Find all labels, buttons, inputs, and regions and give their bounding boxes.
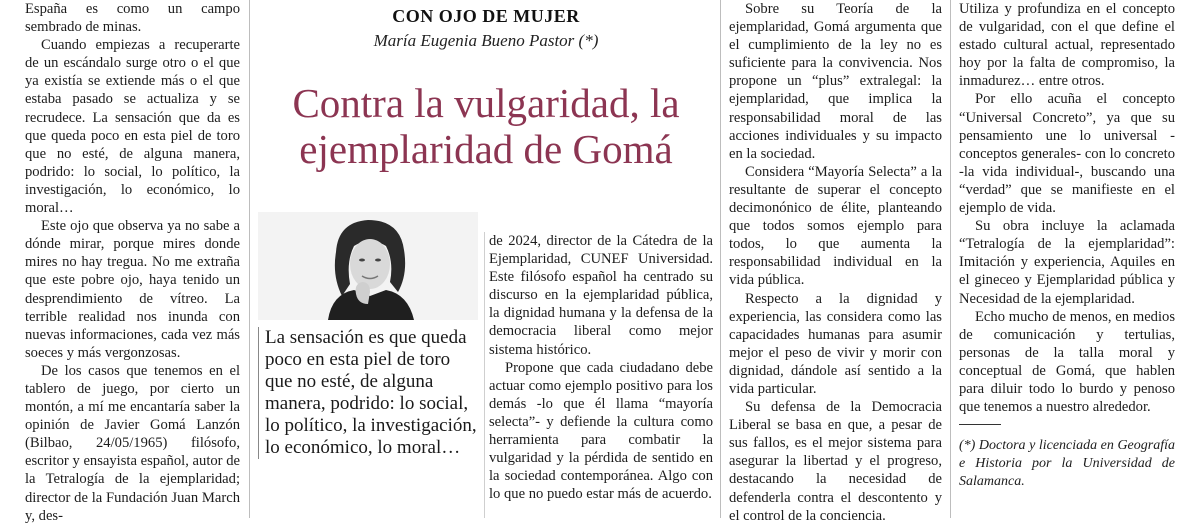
paragraph: de 2024, director de la Cátedra de la Ejemplaridad, CUNEF Universidad. Este filósofo español ha centrado su discurso en la ejemplaridad pública, la dignidad humana y la defensa de la democracia liberal como mejor sistema histórico.	[489, 233, 713, 358]
paragraph: Echo mucho de menos, en medios de comunicación y tertulias, personas de la talla moral y conceptual de Gomá, que hablen para diluir todo lo burdo y penoso que tenemos a nuestro alrededor.	[959, 308, 1175, 416]
footnote: (*) Doctora y licenciada en Geografía e Historia por la Universidad de Salamanca.	[959, 438, 1175, 489]
footnote-divider	[959, 424, 1001, 425]
column-rule	[950, 0, 951, 518]
pull-quote	[258, 327, 479, 459]
section-header	[258, 6, 714, 51]
author-photo	[258, 212, 478, 320]
article-column-5	[959, 0, 1175, 416]
paragraph: De los casos que tenemos en el tablero de juego, por cierto un montón, a mí me encantaría saber la opinión de Javier Gomá Lanzón (Bilbao, 24/05/1965) filósofo, escritor y ensayista español, autor de la Tetralogía de la ejemplaridad; director de la Fundación Juan March y, des-	[25, 362, 240, 524]
section-name: CON OJO DE MUJER	[392, 6, 580, 26]
column-rule	[484, 232, 485, 518]
pull-quote-text: La sensación es que queda poco en esta piel de toro que no esté, de alguna manera, podrido: lo social, lo político, la investigación, lo económico, lo moral…	[265, 327, 477, 458]
column-rule	[720, 0, 721, 518]
article-column-3	[489, 232, 713, 503]
column-rule	[249, 0, 250, 518]
paragraph: Propone que cada ciudadano debe actuar como ejemplo positivo para los demás -lo que él llama “mayoría selecta”- y defiende la cultura como herramienta para combatir la vulgaridad y la pérdida de sentido en la sociedad contemporánea. Algo con lo que no puedo estar más de acuerdo.	[489, 359, 713, 503]
paragraph: Por ello acuña el concepto “Universal Concreto”, ya que su pensamiento une lo universal -conceptos generales- con lo concreto -la vida individual-, buscando una “verdad” que se manifieste en el ejemplo de vida.	[959, 91, 1175, 217]
paragraph: Su defensa de la Democracia Liberal se basa en que, a pesar de sus fallos, es el mejor sistema para asegurar la libertad y el progreso, destacando la necesidad de defenderla contra el descontento y el control de la conciencia.	[729, 399, 942, 524]
paragraph: España es como un campo sembrado de minas.	[25, 1, 240, 36]
paragraph: Sobre su Teoría de la ejemplaridad, Gomá argumenta que el cumplimiento de la ley no es suficiente para la convivencia. Nos propone un “plus” extralegal: la ejemplaridad, que implica la responsabilidad moral de las acciones individuales y su impacto en la sociedad.	[729, 1, 942, 162]
paragraph: Considera “Mayoría Selecta” a la resultante de superar el concepto decimonónico de élite, planteando que todos somos ejemplo para todos, lo que aumenta la responsabilidad individual en la vida pública.	[729, 163, 942, 289]
paragraph: Cuando empiezas a recuperarte de un escándalo surge otro o el que ya existía se extiende más o el que estaba pasado se actualiza y se recrudece. La sensación que da es que queda poco en esta piel de toro que no esté, de alguna manera, podrido: lo social, lo político, la investigación, lo económico, lo moral…	[25, 37, 240, 217]
article-column-1	[25, 0, 240, 525]
portrait-image	[258, 212, 478, 320]
paragraph: Su obra incluye la aclamada “Tetralogía de la ejemplaridad”: Imitación y experiencia, Aquiles en el gineceo y Ejemplaridad pública y Necesidad de la ejemplaridad.	[959, 218, 1175, 307]
paragraph: Utiliza y profundiza en el concepto de vulgaridad, con el que define el estado cultural actual, representado hoy por la falta de compromiso, la inmadurez… entre otros.	[959, 1, 1175, 90]
paragraph: Respecto a la dignidad y experiencia, las considera como las capacidades humanas para asumir mejor el peso de vivir y morir con dignidad, dándole así sentido a la vida particular.	[729, 290, 942, 397]
paragraph: Este ojo que observa ya no sabe a dónde mirar, porque mires donde mires no hay tregua. No me extraña que este pobre ojo, haya tenido un desprendimiento de vítreo. La terrible realidad nos inunda con nuevas informaciones, cada vez más soeces y más vergonzosas.	[25, 218, 240, 361]
article-column-4	[729, 0, 942, 525]
author-byline: María Eugenia Bueno Pastor (*)	[373, 31, 599, 50]
headline: Contra la vulgaridad, la ejemplaridad de Gomá	[292, 80, 680, 172]
